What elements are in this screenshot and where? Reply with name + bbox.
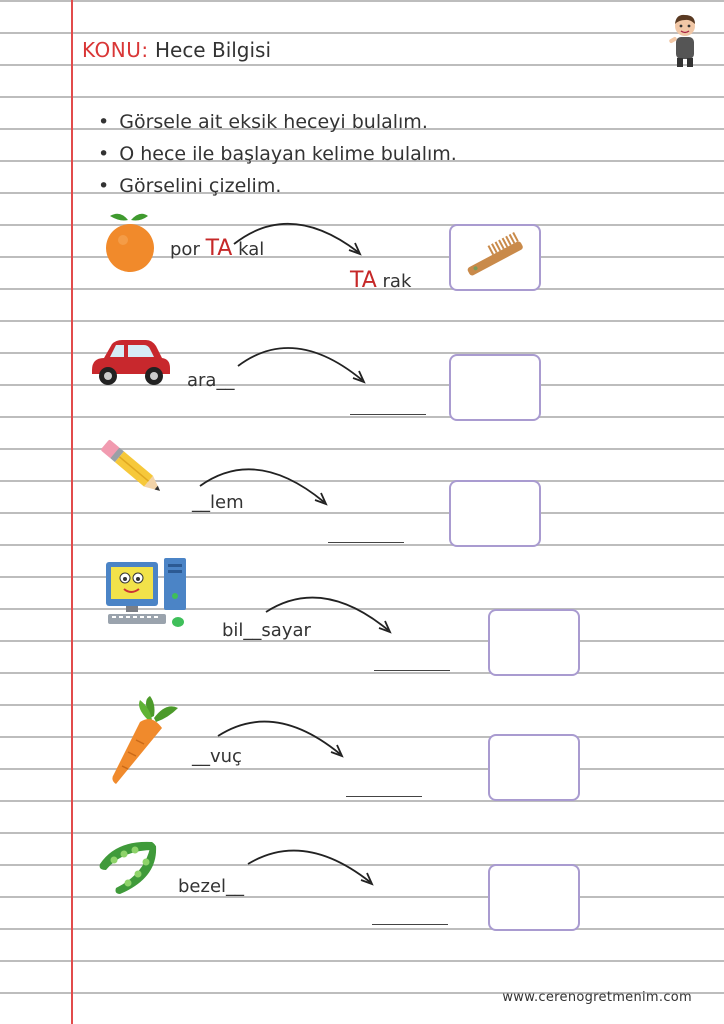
example-word-prefix: por: [170, 239, 200, 260]
example-syllable: TA: [205, 236, 233, 261]
example-word-suffix: kal: [238, 239, 265, 260]
instruction-list: [98, 106, 457, 202]
page-title: [82, 38, 271, 62]
arrow-icon: [196, 462, 336, 512]
drawing-box[interactable]: [449, 224, 541, 291]
arrow-icon: [262, 590, 402, 640]
footer-website: www.cerenogretmenim.com: [502, 990, 692, 1005]
example-answer-suffix: rak: [382, 271, 412, 292]
instruction-item: • Görsele ait eksik heceyi bulalım.: [98, 106, 457, 138]
arrow-icon: [214, 714, 354, 764]
margin-line: [71, 0, 73, 1024]
example-answer: [350, 268, 411, 293]
answer-line[interactable]: [374, 670, 450, 671]
peas-icon: [96, 838, 164, 900]
comb-icon: [451, 226, 539, 289]
exercise-word: bezel__: [178, 876, 245, 897]
carrot-icon: [106, 694, 184, 786]
mascot-icon: [668, 12, 702, 68]
answer-line[interactable]: [350, 414, 426, 415]
answer-line[interactable]: [346, 796, 422, 797]
exercise-word: ara__: [187, 370, 235, 391]
drawing-box[interactable]: [449, 354, 541, 421]
arrow-icon: [230, 214, 370, 264]
drawing-box[interactable]: [488, 864, 580, 931]
drawing-box[interactable]: [488, 609, 580, 676]
konu-label: KONU:: [82, 38, 149, 62]
pencil-icon: [100, 436, 168, 502]
instruction-item: • Görselini çizelim.: [98, 170, 457, 202]
orange-icon: [104, 208, 158, 274]
exercise-word: __vuç: [192, 746, 242, 767]
computer-icon: [104, 556, 192, 630]
answer-line[interactable]: [328, 542, 404, 543]
drawing-box[interactable]: [488, 734, 580, 801]
example-answer-syllable: TA: [350, 268, 377, 293]
exercise-word: bil__sayar: [222, 620, 311, 641]
drawing-box[interactable]: [449, 480, 541, 547]
topic-text: Hece Bilgisi: [154, 38, 272, 62]
car-icon: [88, 336, 174, 388]
answer-line[interactable]: [372, 924, 448, 925]
exercise-word: __lem: [192, 492, 244, 513]
instruction-item: • O hece ile başlayan kelime bulalım.: [98, 138, 457, 170]
arrow-icon: [234, 340, 374, 390]
arrow-icon: [244, 842, 384, 892]
